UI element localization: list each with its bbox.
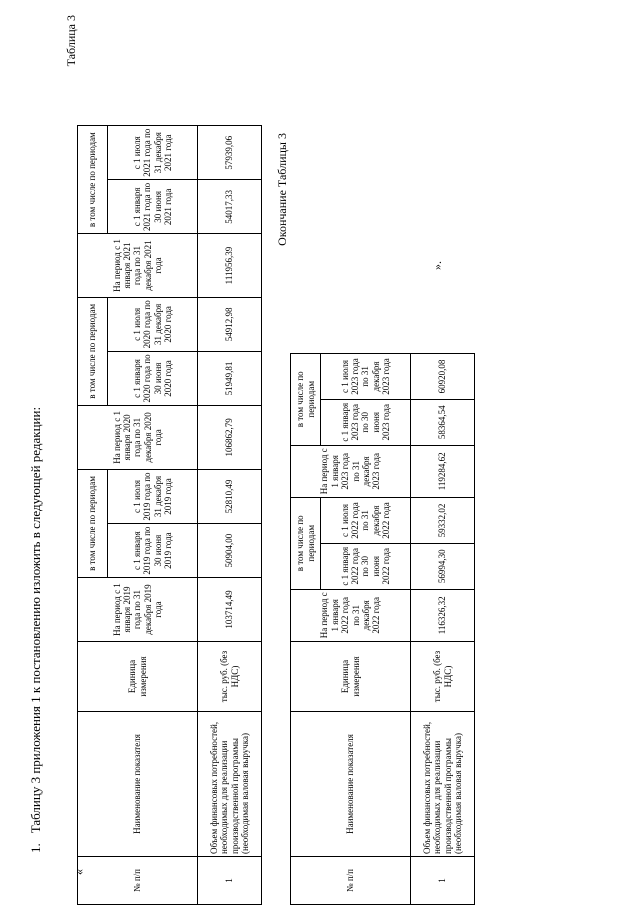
header-half-1: с 1 января 2023 года по 30 июня 2023 года: [321, 399, 411, 445]
header-half-1: с 1 января 2022 года по 30 июня 2022 года: [321, 543, 411, 589]
row-value: 111956,39: [198, 234, 262, 297]
row-no: 1: [198, 857, 262, 905]
row-value: 116326,32: [411, 589, 475, 641]
row-value: 59332,02: [411, 498, 475, 544]
row-no: 1: [411, 857, 475, 905]
header-unit: Единица измерения: [78, 642, 198, 712]
header-half-1: с 1 января 2021 года по 30 июня 2021 года: [108, 180, 198, 234]
row-value: 54912,98: [198, 297, 262, 351]
header-period-total: На период с 1 января 2023 года по 31 декабря 2023 года: [291, 445, 411, 497]
table-end-caption: Окончание Таблицы 3: [275, 133, 289, 246]
row-value: 54017,33: [198, 180, 262, 234]
header-half-2: с 1 июля 2022 года по 31 декабря 2022 года: [321, 498, 411, 544]
header-unit: Единица измерения: [291, 642, 411, 712]
header-half-1: с 1 января 2019 года по 30 июня 2019 года: [108, 524, 198, 578]
header-period-total: На период с 1 января 2021 года по 31 декабря 2021 года: [78, 234, 198, 297]
header-period-total: На период с 1 января 2019 года по 31 декабря 2019 года: [78, 578, 198, 642]
row-value: 58364,54: [411, 399, 475, 445]
row-unit: тыс. руб. (без НДС): [198, 642, 262, 712]
header-period-total: На период с 1 января 2022 года по 31 декабря 2022 года: [291, 589, 411, 641]
row-unit: тыс. руб. (без НДС): [411, 642, 475, 712]
header-half-2: с 1 июля 2023 года по 31 декабря 2023 года: [321, 354, 411, 400]
header-half-2: с 1 июля 2021 года по 31 декабря 2021 года: [108, 126, 198, 180]
header-no: № п/п: [291, 857, 411, 905]
header-in-periods: в том числе по периодам: [78, 469, 108, 577]
header-name: Наименование показателя: [291, 712, 411, 857]
tariff-table-part-1: [77, 125, 262, 905]
header-in-periods: в том числе по периодам: [78, 126, 108, 234]
closing-quote: ».: [430, 261, 444, 270]
row-value: 60920,08: [411, 354, 475, 400]
tariff-table-part-2: [290, 353, 475, 905]
row-value: 51949,81: [198, 352, 262, 406]
section-heading: [28, 0, 44, 905]
row-value: 119284,62: [411, 445, 475, 497]
opening-quote: «: [72, 869, 86, 875]
row-value: 106862,79: [198, 405, 262, 469]
row-name: Объем финансовых потребностей, необходимых для реализации производственной программы (необходимая валовая выручка): [411, 712, 475, 857]
row-value: 52810,49: [198, 469, 262, 523]
header-in-periods: в том числе по периодам: [291, 498, 321, 590]
row-value: 50904,00: [198, 524, 262, 578]
header-in-periods: в том числе по периодам: [78, 297, 108, 405]
row-name: Объем финансовых потребностей, необходимых для реализации производственной программы (необходимая валовая выручка): [198, 712, 262, 857]
header-in-periods: в том числе по периодам: [291, 354, 321, 446]
header-half-2: с 1 июля 2019 года по 31 декабря 2019 года: [108, 469, 198, 523]
header-half-1: с 1 января 2020 года по 30 июня 2020 года: [108, 352, 198, 406]
header-half-2: с 1 июля 2020 года по 31 декабря 2020 года: [108, 297, 198, 351]
header-period-total: На период с 1 января 2020 года по 31 декабря 2020 года: [78, 405, 198, 469]
row-value: 103714,49: [198, 578, 262, 642]
header-no: № п/п: [78, 857, 198, 905]
heading-text: Таблицу 3 приложения 1 к постановлению изложить в следующей редакции:: [28, 406, 43, 834]
row-value: 56994,30: [411, 543, 475, 589]
heading-number: 1.: [28, 843, 43, 853]
table-caption: Таблица 3: [64, 15, 78, 67]
header-name: Наименование показателя: [78, 712, 198, 857]
row-value: 57939,06: [198, 126, 262, 180]
